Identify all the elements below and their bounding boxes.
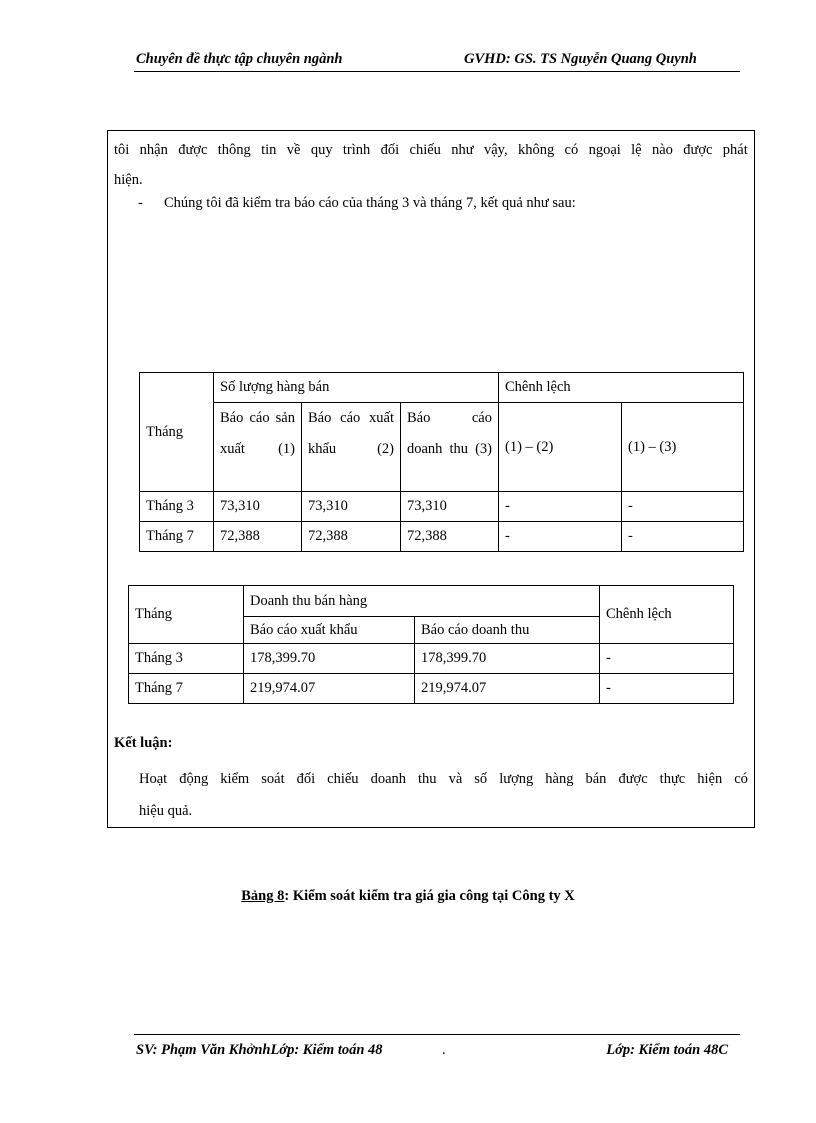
intro-word: đối: [380, 142, 400, 158]
t2-cell-export: 219,974.07: [244, 674, 415, 704]
conclusion-line-2: hiệu quả.: [139, 803, 193, 819]
intro-word: ngoại: [588, 142, 621, 158]
t1-header-diff: Chênh lệch: [499, 373, 744, 403]
intro-paragraph: [114, 135, 748, 195]
intro-word: chiếu: [409, 142, 441, 158]
conclusion-word: đối: [296, 771, 316, 787]
t2-cell-diff: -: [600, 674, 734, 704]
intro-word: không: [517, 142, 555, 158]
intro-word: được: [178, 142, 208, 158]
t1-cell-revenue: 72,388: [401, 522, 499, 552]
intro-word: lệ: [631, 142, 642, 158]
conclusion-word: doanh: [370, 771, 407, 787]
t1-sub-diff13: (1) – (3): [622, 403, 744, 492]
conclusion-word: lượng: [499, 771, 534, 787]
intro-line-2: hiện.: [114, 172, 143, 188]
conclusion-word: số: [474, 771, 488, 787]
conclusion-word: hiện: [697, 771, 723, 787]
conclusion-word: được: [618, 771, 648, 787]
t1-cell-d12: -: [499, 522, 622, 552]
intro-word: thông: [217, 142, 251, 158]
conclusion-word: thu: [418, 771, 437, 787]
t1-cell-month: Tháng 7: [140, 522, 214, 552]
conclusion-word: động: [179, 771, 209, 787]
t1-sub-revenue: Báo cáo doanh thu (3): [401, 403, 499, 492]
intro-word: quy: [310, 142, 333, 158]
t2-sub-revenue: Báo cáo doanh thu: [415, 617, 600, 644]
conclusion-word: Hoạt: [139, 771, 168, 787]
content-frame: [107, 130, 755, 828]
header-course-title: Chuyên đề thực tập chuyên ngành: [136, 51, 343, 67]
t1-cell-export: 72,388: [302, 522, 401, 552]
intro-word: như: [451, 142, 474, 158]
quantity-table: [139, 372, 744, 552]
t1-sub-production: Báo cáo sản xuất (1): [214, 403, 302, 492]
bullet-text: Chúng tôi đã kiểm tra báo cáo của tháng 3 và tháng 7, kết quả như sau:: [164, 195, 576, 211]
t1-cell-d12: -: [499, 492, 622, 522]
intro-word: được: [683, 142, 713, 158]
t1-cell-d13: -: [622, 492, 744, 522]
t2-cell-diff: -: [600, 644, 734, 674]
conclusion-word: và: [448, 771, 463, 787]
conclusion-word: bán: [585, 771, 607, 787]
intro-word: có: [564, 142, 579, 158]
conclusion-line-1: [139, 763, 748, 795]
table-row: [129, 674, 734, 704]
t2-sub-export: Báo cáo xuất khẩu: [244, 617, 415, 644]
conclusion-title: Kết luận:: [114, 735, 173, 751]
t1-cell-d13: -: [622, 522, 744, 552]
intro-word: vậy,: [483, 142, 508, 158]
t2-header-diff: Chênh lệch: [600, 586, 734, 644]
t2-cell-export: 178,399.70: [244, 644, 415, 674]
conclusion-word: soát: [261, 771, 285, 787]
footer-student: SV: Phạm Văn KhởnhLớp: Kiểm toán 48: [136, 1042, 383, 1058]
t1-cell-export: 73,310: [302, 492, 401, 522]
t2-header-revenue: Doanh thu bán hàng: [244, 586, 600, 617]
intro-word: nhận: [139, 142, 168, 158]
t1-header-month: Tháng: [140, 373, 214, 492]
intro-line-1: [114, 135, 748, 165]
intro-word: phát: [722, 142, 748, 158]
t2-header-month: Tháng: [129, 586, 244, 644]
intro-word: trình: [342, 142, 371, 158]
conclusion-body: [139, 763, 748, 827]
caption-text: : Kiểm soát kiểm tra giá gia công tại Công ty X: [284, 888, 575, 904]
t2-cell-revenue: 178,399.70: [415, 644, 600, 674]
t2-cell-month: Tháng 3: [129, 644, 244, 674]
conclusion-word: thực: [659, 771, 686, 787]
intro-word: nào: [651, 142, 673, 158]
t1-cell-revenue: 73,310: [401, 492, 499, 522]
table-row: [140, 522, 744, 552]
t2-cell-revenue: 219,974.07: [415, 674, 600, 704]
intro-word: tin: [261, 142, 277, 158]
conclusion-word: có: [734, 771, 748, 787]
bullet-item: [138, 195, 576, 212]
t1-sub-export: Báo cáo xuất khẩu (2): [302, 403, 401, 492]
t1-cell-production: 72,388: [214, 522, 302, 552]
t1-sub-diff12: (1) – (2): [499, 403, 622, 492]
intro-word: về: [286, 142, 301, 158]
t1-cell-month: Tháng 3: [140, 492, 214, 522]
footer-class: Lớp: Kiểm toán 48C: [606, 1042, 728, 1058]
table-row: [129, 644, 734, 674]
caption-label: Bảng 8: [241, 888, 285, 904]
t1-cell-production: 73,310: [214, 492, 302, 522]
t1-header-quantity: Số lượng hàng bán: [214, 373, 499, 403]
page-footer: [134, 1034, 740, 1061]
revenue-table: [128, 585, 734, 704]
conclusion-word: chiếu: [327, 771, 359, 787]
conclusion-word: hàng: [545, 771, 574, 787]
t2-cell-month: Tháng 7: [129, 674, 244, 704]
page-header: [134, 49, 740, 72]
conclusion-word: kiểm: [220, 771, 250, 787]
bullet-dash: -: [138, 195, 143, 211]
table-row: [140, 492, 744, 522]
table-caption: [0, 888, 816, 905]
footer-dot: .: [442, 1042, 446, 1058]
intro-word: tôi: [114, 142, 130, 158]
header-supervisor: GVHD: GS. TS Nguyễn Quang Quynh: [464, 51, 697, 67]
